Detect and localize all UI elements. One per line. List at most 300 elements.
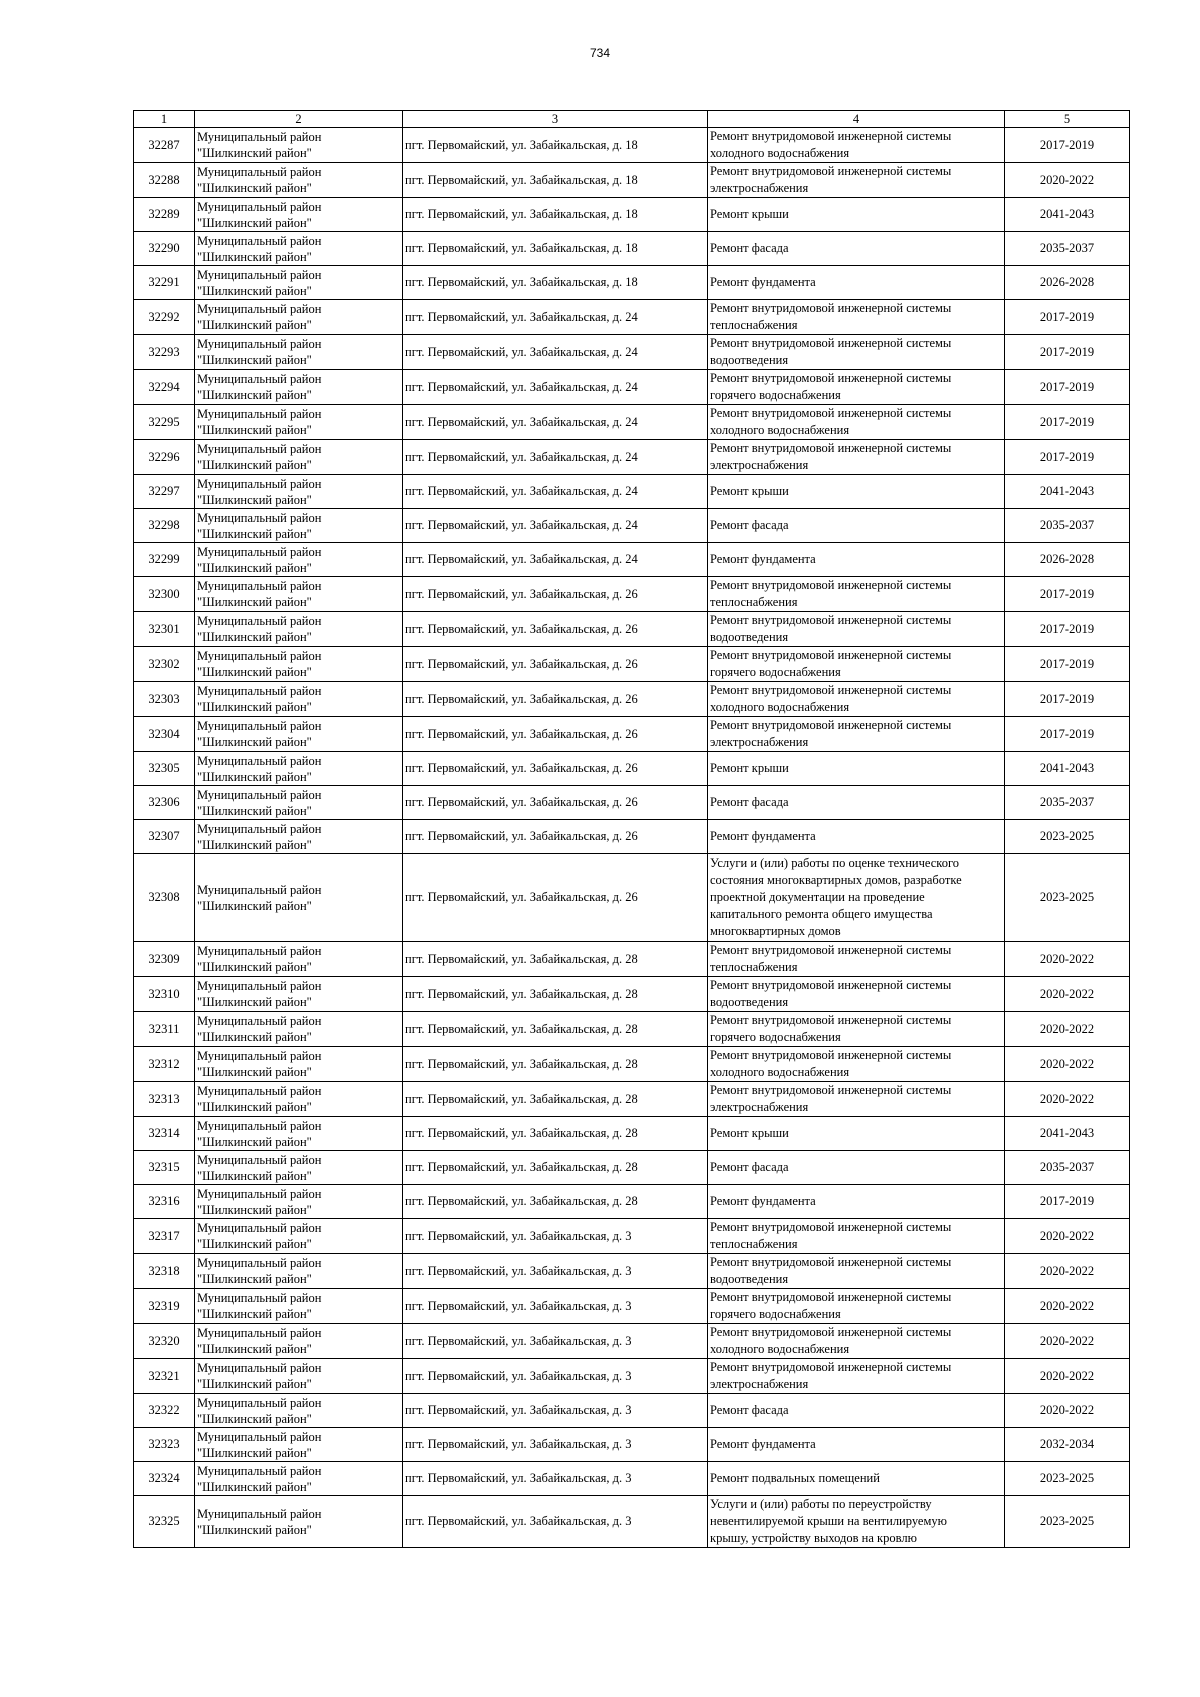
table-row: [134, 1151, 1130, 1185]
work-type-line: электроснабжения: [710, 735, 809, 749]
municipality-line: "Шилкинский район": [197, 560, 312, 575]
table-row: [134, 543, 1130, 577]
address-cell: пгт. Первомайский, ул. Забайкальская, д. 26: [403, 647, 708, 682]
row-number: 32289: [134, 198, 195, 232]
work-type-cell: [708, 440, 1005, 475]
row-number: 32321: [134, 1359, 195, 1394]
table-row: [134, 1394, 1130, 1428]
row-number: 32306: [134, 786, 195, 820]
table-body: [134, 128, 1130, 1548]
municipality-line: "Шилкинский район": [197, 837, 312, 852]
address-cell: пгт. Первомайский, ул. Забайкальская, д. 3: [403, 1462, 708, 1496]
municipality-cell: [195, 577, 403, 612]
municipality-line: Муниципальный район: [197, 944, 322, 958]
municipality-line: Муниципальный район: [197, 1118, 322, 1133]
work-type-line: Ремонт крыши: [710, 1126, 789, 1140]
row-number: 32311: [134, 1012, 195, 1047]
municipality-cell: [195, 335, 403, 370]
table-row: [134, 1254, 1130, 1289]
address-cell: пгт. Первомайский, ул. Забайкальская, д. 18: [403, 128, 708, 163]
period-cell: 2017-2019: [1005, 647, 1130, 682]
table-row: [134, 1289, 1130, 1324]
municipality-line: "Шилкинский район": [197, 995, 312, 1009]
address-cell: пгт. Первомайский, ул. Забайкальская, д. 26: [403, 752, 708, 786]
municipality-cell: [195, 1394, 403, 1428]
municipality-line: Муниципальный район: [197, 510, 322, 525]
municipality-line: "Шилкинский район": [197, 249, 312, 264]
address-cell: пгт. Первомайский, ул. Забайкальская, д. 3: [403, 1289, 708, 1324]
work-type-cell: [708, 977, 1005, 1012]
municipality-cell: [195, 786, 403, 820]
municipality-line: "Шилкинский район": [197, 1342, 312, 1356]
period-cell: 2020-2022: [1005, 1254, 1130, 1289]
work-type-line: Ремонт внутридомовой инженерной системы: [710, 1360, 952, 1374]
work-type-line: электроснабжения: [710, 1377, 809, 1391]
address-cell: пгт. Первомайский, ул. Забайкальская, д. 18: [403, 232, 708, 266]
work-type-line: теплоснабжения: [710, 318, 798, 332]
address-cell: пгт. Первомайский, ул. Забайкальская, д. 3: [403, 1324, 708, 1359]
table-row: [134, 786, 1130, 820]
period-cell: 2020-2022: [1005, 1012, 1130, 1047]
address-cell: пгт. Первомайский, ул. Забайкальская, д. 18: [403, 198, 708, 232]
municipality-line: Муниципальный район: [197, 753, 322, 768]
column-header: 4: [708, 111, 1005, 128]
municipality-cell: [195, 752, 403, 786]
repair-schedule-table: [133, 110, 1130, 1548]
municipality-line: "Шилкинский район": [197, 769, 312, 784]
table-row: [134, 752, 1130, 786]
address-cell: пгт. Первомайский, ул. Забайкальская, д. 3: [403, 1428, 708, 1462]
municipality-line: Муниципальный район: [197, 407, 322, 421]
period-cell: 2017-2019: [1005, 682, 1130, 717]
address-cell: пгт. Первомайский, ул. Забайкальская, д. 24: [403, 509, 708, 543]
municipality-line: Муниципальный район: [197, 544, 322, 559]
work-type-line: теплоснабжения: [710, 595, 798, 609]
municipality-cell: [195, 1117, 403, 1151]
table-row: [134, 509, 1130, 543]
work-type-line: холодного водоснабжения: [710, 423, 850, 437]
period-cell: 2026-2028: [1005, 543, 1130, 577]
table-row: [134, 232, 1130, 266]
work-type-cell: [708, 1047, 1005, 1082]
row-number: 32309: [134, 942, 195, 977]
table-row: [134, 1047, 1130, 1082]
row-number: 32312: [134, 1047, 195, 1082]
table-row: [134, 1359, 1130, 1394]
work-type-line: Ремонт фасада: [710, 518, 789, 532]
period-cell: 2020-2022: [1005, 977, 1130, 1012]
row-number: 32297: [134, 475, 195, 509]
address-cell: пгт. Первомайский, ул. Забайкальская, д. 24: [403, 475, 708, 509]
row-number: 32314: [134, 1117, 195, 1151]
row-number: 32316: [134, 1185, 195, 1219]
table-row: [134, 577, 1130, 612]
work-type-line: холодного водоснабжения: [710, 146, 850, 160]
municipality-cell: [195, 1047, 403, 1082]
municipality-line: "Шилкинский район": [197, 526, 312, 541]
period-cell: 2017-2019: [1005, 405, 1130, 440]
work-type-cell: [708, 543, 1005, 577]
column-header: 2: [195, 111, 403, 128]
municipality-cell: [195, 612, 403, 647]
row-number: 32317: [134, 1219, 195, 1254]
municipality-line: Муниципальный район: [197, 233, 322, 248]
municipality-line: "Шилкинский район": [197, 423, 312, 437]
work-type-cell: [708, 1428, 1005, 1462]
work-type-cell: [708, 1289, 1005, 1324]
work-type-cell: [708, 370, 1005, 405]
table-row: [134, 942, 1130, 977]
address-cell: пгт. Первомайский, ул. Забайкальская, д. 24: [403, 543, 708, 577]
period-cell: 2023-2025: [1005, 820, 1130, 854]
municipality-line: "Шилкинский район": [197, 1479, 312, 1494]
municipality-line: "Шилкинский район": [197, 215, 312, 230]
address-cell: пгт. Первомайский, ул. Забайкальская, д. 24: [403, 335, 708, 370]
table-row: [134, 682, 1130, 717]
municipality-line: Муниципальный район: [197, 979, 322, 993]
work-type-line: теплоснабжения: [710, 960, 798, 974]
period-cell: 2020-2022: [1005, 163, 1130, 198]
period-cell: 2041-2043: [1005, 1117, 1130, 1151]
row-number: 32318: [134, 1254, 195, 1289]
period-cell: 2020-2022: [1005, 942, 1130, 977]
municipality-line: "Шилкинский район": [197, 898, 312, 913]
work-type-cell: [708, 405, 1005, 440]
work-type-cell: [708, 1496, 1005, 1548]
work-type-cell: [708, 942, 1005, 977]
municipality-line: "Шилкинский район": [197, 735, 312, 749]
municipality-line: "Шилкинский район": [197, 181, 312, 195]
table-row: [134, 1117, 1130, 1151]
address-cell: пгт. Первомайский, ул. Забайкальская, д. 24: [403, 405, 708, 440]
row-number: 32295: [134, 405, 195, 440]
work-type-cell: [708, 1324, 1005, 1359]
work-type-cell: [708, 232, 1005, 266]
work-type-line: электроснабжения: [710, 1100, 809, 1114]
period-cell: 2035-2037: [1005, 786, 1130, 820]
table-row: [134, 1082, 1130, 1117]
work-type-line: Ремонт фундамента: [710, 1194, 816, 1208]
work-type-line: водоотведения: [710, 1272, 789, 1286]
municipality-line: Муниципальный район: [197, 719, 322, 733]
municipality-cell: [195, 1462, 403, 1496]
municipality-line: Муниципальный район: [197, 1221, 322, 1235]
municipality-line: "Шилкинский район": [197, 1411, 312, 1426]
municipality-line: Муниципальный район: [197, 130, 322, 144]
work-type-line: горячего водоснабжения: [710, 1030, 841, 1044]
row-number: 32310: [134, 977, 195, 1012]
municipality-line: "Шилкинский район": [197, 1030, 312, 1044]
municipality-line: Муниципальный район: [197, 882, 322, 897]
municipality-line: "Шилкинский район": [197, 630, 312, 644]
work-type-line: Ремонт внутридомовой инженерной системы: [710, 164, 952, 178]
period-cell: 2035-2037: [1005, 1151, 1130, 1185]
municipality-line: Муниципальный район: [197, 1429, 322, 1444]
row-number: 32325: [134, 1496, 195, 1548]
table-row: [134, 854, 1130, 942]
municipality-line: "Шилкинский район": [197, 1522, 312, 1537]
municipality-line: Муниципальный район: [197, 1049, 322, 1063]
work-type-cell: [708, 854, 1005, 942]
work-type-line: холодного водоснабжения: [710, 1065, 850, 1079]
municipality-line: Муниципальный район: [197, 1361, 322, 1375]
work-type-cell: [708, 1254, 1005, 1289]
work-type-line: Ремонт внутридомовой инженерной системы: [710, 1048, 952, 1062]
address-cell: пгт. Первомайский, ул. Забайкальская, д. 3: [403, 1496, 708, 1548]
row-number: 32308: [134, 854, 195, 942]
period-cell: 2017-2019: [1005, 612, 1130, 647]
work-type-line: Ремонт внутридомовой инженерной системы: [710, 406, 952, 420]
row-number: 32296: [134, 440, 195, 475]
municipality-line: Муниципальный район: [197, 199, 322, 214]
work-type-cell: [708, 1219, 1005, 1254]
municipality-cell: [195, 300, 403, 335]
municipality-line: Муниципальный район: [197, 1084, 322, 1098]
table-row: [134, 440, 1130, 475]
work-type-line: Ремонт внутридомовой инженерной системы: [710, 1220, 952, 1234]
work-type-line: Ремонт фундамента: [710, 275, 816, 289]
address-cell: пгт. Первомайский, ул. Забайкальская, д. 18: [403, 266, 708, 300]
table-row: [134, 128, 1130, 163]
column-header: 1: [134, 111, 195, 128]
period-cell: 2020-2022: [1005, 1289, 1130, 1324]
work-type-line: Ремонт крыши: [710, 484, 789, 498]
work-type-line: состояния многоквартирных домов, разработке: [710, 873, 962, 887]
row-number: 32301: [134, 612, 195, 647]
municipality-line: "Шилкинский район": [197, 1237, 312, 1251]
page-number: 734: [589, 46, 611, 60]
period-cell: 2020-2022: [1005, 1219, 1130, 1254]
address-cell: пгт. Первомайский, ул. Забайкальская, д. 24: [403, 300, 708, 335]
table-row: [134, 475, 1130, 509]
work-type-line: горячего водоснабжения: [710, 388, 841, 402]
address-cell: пгт. Первомайский, ул. Забайкальская, д. 28: [403, 942, 708, 977]
row-number: 32322: [134, 1394, 195, 1428]
work-type-cell: [708, 717, 1005, 752]
row-number: 32304: [134, 717, 195, 752]
work-type-cell: [708, 509, 1005, 543]
municipality-cell: [195, 198, 403, 232]
work-type-line: невентилируемой крыши на вентилируемую: [710, 1514, 947, 1528]
address-cell: пгт. Первомайский, ул. Забайкальская, д. 3: [403, 1254, 708, 1289]
municipality-line: Муниципальный район: [197, 684, 322, 698]
period-cell: 2035-2037: [1005, 232, 1130, 266]
table-row: [134, 1219, 1130, 1254]
municipality-cell: [195, 370, 403, 405]
row-number: 32324: [134, 1462, 195, 1496]
municipality-line: "Шилкинский район": [197, 1445, 312, 1460]
municipality-line: "Шилкинский район": [197, 595, 312, 609]
address-cell: пгт. Первомайский, ул. Забайкальская, д. 28: [403, 977, 708, 1012]
work-type-line: Услуги и (или) работы по оценке технического: [710, 856, 960, 870]
municipality-line: Муниципальный район: [197, 649, 322, 663]
table-row: [134, 612, 1130, 647]
period-cell: 2020-2022: [1005, 1082, 1130, 1117]
municipality-line: "Шилкинский район": [197, 1377, 312, 1391]
municipality-cell: [195, 1289, 403, 1324]
municipality-cell: [195, 682, 403, 717]
work-type-line: многоквартирных домов: [710, 924, 841, 938]
address-cell: пгт. Первомайский, ул. Забайкальская, д. 26: [403, 682, 708, 717]
municipality-line: "Шилкинский район": [197, 665, 312, 679]
municipality-line: "Шилкинский район": [197, 1168, 312, 1183]
table-row: [134, 163, 1130, 198]
table-row: [134, 198, 1130, 232]
municipality-line: Муниципальный район: [197, 1326, 322, 1340]
municipality-cell: [195, 1082, 403, 1117]
municipality-cell: [195, 977, 403, 1012]
row-number: 32292: [134, 300, 195, 335]
municipality-cell: [195, 854, 403, 942]
municipality-line: Муниципальный район: [197, 787, 322, 802]
address-cell: пгт. Первомайский, ул. Забайкальская, д. 28: [403, 1151, 708, 1185]
address-cell: пгт. Первомайский, ул. Забайкальская, д. 26: [403, 577, 708, 612]
municipality-line: Муниципальный район: [197, 1186, 322, 1201]
municipality-cell: [195, 128, 403, 163]
municipality-line: "Шилкинский район": [197, 960, 312, 974]
address-cell: пгт. Первомайский, ул. Забайкальская, д. 28: [403, 1047, 708, 1082]
row-number: 32290: [134, 232, 195, 266]
municipality-line: Муниципальный район: [197, 821, 322, 836]
address-cell: пгт. Первомайский, ул. Забайкальская, д. 28: [403, 1185, 708, 1219]
municipality-cell: [195, 509, 403, 543]
work-type-line: Ремонт внутридомовой инженерной системы: [710, 336, 952, 350]
row-number: 32293: [134, 335, 195, 370]
period-cell: 2017-2019: [1005, 370, 1130, 405]
municipality-line: Муниципальный район: [197, 1463, 322, 1478]
address-cell: пгт. Первомайский, ул. Забайкальская, д. 24: [403, 440, 708, 475]
period-cell: 2041-2043: [1005, 752, 1130, 786]
work-type-line: водоотведения: [710, 353, 789, 367]
table-row: [134, 647, 1130, 682]
period-cell: 2020-2022: [1005, 1394, 1130, 1428]
municipality-cell: [195, 942, 403, 977]
work-type-line: Ремонт фасада: [710, 795, 789, 809]
row-number: 32300: [134, 577, 195, 612]
table-row: [134, 717, 1130, 752]
work-type-cell: [708, 577, 1005, 612]
work-type-cell: [708, 786, 1005, 820]
work-type-cell: [708, 163, 1005, 198]
row-number: 32323: [134, 1428, 195, 1462]
work-type-cell: [708, 1151, 1005, 1185]
work-type-line: электроснабжения: [710, 458, 809, 472]
work-type-line: Ремонт внутридомовой инженерной системы: [710, 648, 952, 662]
municipality-line: "Шилкинский район": [197, 458, 312, 472]
municipality-line: "Шилкинский район": [197, 318, 312, 332]
address-cell: пгт. Первомайский, ул. Забайкальская, д. 18: [403, 163, 708, 198]
municipality-cell: [195, 1324, 403, 1359]
municipality-cell: [195, 232, 403, 266]
work-type-cell: [708, 335, 1005, 370]
period-cell: 2020-2022: [1005, 1047, 1130, 1082]
work-type-line: Ремонт внутридомовой инженерной системы: [710, 301, 952, 315]
municipality-line: Муниципальный район: [197, 1506, 322, 1521]
municipality-cell: [195, 475, 403, 509]
row-number: 32303: [134, 682, 195, 717]
municipality-cell: [195, 820, 403, 854]
table-row: [134, 1462, 1130, 1496]
work-type-cell: [708, 475, 1005, 509]
period-cell: 2032-2034: [1005, 1428, 1130, 1462]
municipality-cell: [195, 1185, 403, 1219]
work-type-cell: [708, 266, 1005, 300]
municipality-line: "Шилкинский район": [197, 146, 312, 160]
table-row: [134, 1496, 1130, 1548]
row-number: 32291: [134, 266, 195, 300]
work-type-line: Ремонт крыши: [710, 207, 789, 221]
municipality-line: Муниципальный район: [197, 372, 322, 386]
municipality-line: Муниципальный район: [197, 337, 322, 351]
work-type-cell: [708, 198, 1005, 232]
municipality-line: Муниципальный район: [197, 302, 322, 316]
address-cell: пгт. Первомайский, ул. Забайкальская, д. 28: [403, 1117, 708, 1151]
municipality-cell: [195, 543, 403, 577]
work-type-cell: [708, 1462, 1005, 1496]
work-type-line: горячего водоснабжения: [710, 1307, 841, 1321]
address-cell: пгт. Первомайский, ул. Забайкальская, д. 28: [403, 1082, 708, 1117]
row-number: 32305: [134, 752, 195, 786]
row-number: 32288: [134, 163, 195, 198]
municipality-line: Муниципальный район: [197, 1291, 322, 1305]
table-row: [134, 1324, 1130, 1359]
period-cell: 2020-2022: [1005, 1359, 1130, 1394]
municipality-cell: [195, 266, 403, 300]
address-cell: пгт. Первомайский, ул. Забайкальская, д. 3: [403, 1359, 708, 1394]
period-cell: 2017-2019: [1005, 577, 1130, 612]
period-cell: 2023-2025: [1005, 854, 1130, 942]
row-number: 32294: [134, 370, 195, 405]
address-cell: пгт. Первомайский, ул. Забайкальская, д. 26: [403, 717, 708, 752]
municipality-line: Муниципальный район: [197, 1256, 322, 1270]
period-cell: 2023-2025: [1005, 1496, 1130, 1548]
work-type-line: Ремонт внутридомовой инженерной системы: [710, 718, 952, 732]
work-type-cell: [708, 300, 1005, 335]
work-type-cell: [708, 1394, 1005, 1428]
work-type-cell: [708, 612, 1005, 647]
work-type-line: Ремонт фасада: [710, 1403, 789, 1417]
period-cell: 2020-2022: [1005, 1324, 1130, 1359]
row-number: 32320: [134, 1324, 195, 1359]
row-number: 32315: [134, 1151, 195, 1185]
municipality-line: "Шилкинский район": [197, 1065, 312, 1079]
table-row: [134, 1185, 1130, 1219]
work-type-line: Ремонт внутридомовой инженерной системы: [710, 1013, 952, 1027]
work-type-cell: [708, 1185, 1005, 1219]
work-type-cell: [708, 647, 1005, 682]
period-cell: 2017-2019: [1005, 440, 1130, 475]
table-row: [134, 1428, 1130, 1462]
table-row: [134, 335, 1130, 370]
period-cell: 2041-2043: [1005, 475, 1130, 509]
municipality-line: Муниципальный район: [197, 579, 322, 593]
municipality-line: Муниципальный район: [197, 476, 322, 491]
row-number: 32313: [134, 1082, 195, 1117]
work-type-line: Ремонт внутридомовой инженерной системы: [710, 683, 952, 697]
municipality-cell: [195, 405, 403, 440]
municipality-cell: [195, 1359, 403, 1394]
work-type-line: Ремонт фасада: [710, 1160, 789, 1174]
work-type-line: Ремонт фундамента: [710, 1437, 816, 1451]
period-cell: 2017-2019: [1005, 128, 1130, 163]
work-type-cell: [708, 1082, 1005, 1117]
row-number: 32287: [134, 128, 195, 163]
work-type-line: капитального ремонта общего имущества: [710, 907, 933, 921]
municipality-cell: [195, 1151, 403, 1185]
work-type-line: водоотведения: [710, 630, 789, 644]
municipality-line: Муниципальный район: [197, 165, 322, 179]
work-type-line: Ремонт фундамента: [710, 829, 816, 843]
